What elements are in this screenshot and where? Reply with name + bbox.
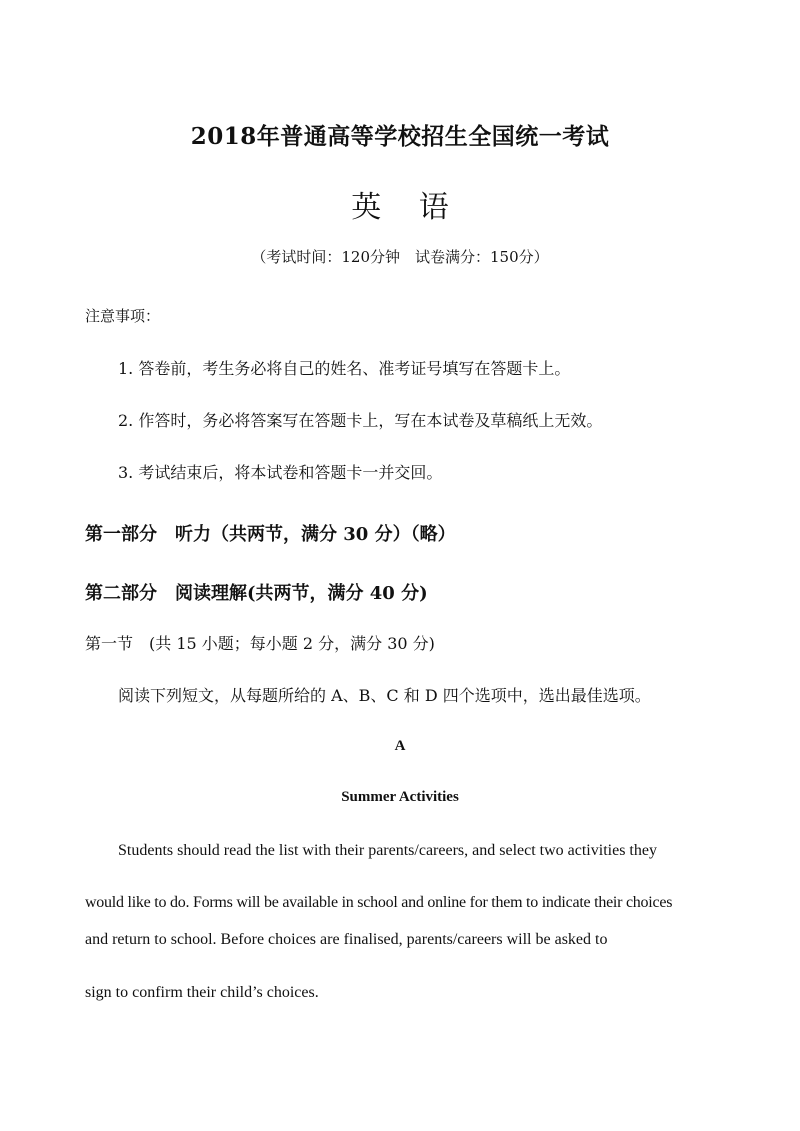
section-one-heading: 第一节 (共 15 小题；每小题 2 分，满分 30 分) [85, 634, 435, 653]
exam-title: 2018年普通高等学校招生全国统一考试 [190, 123, 610, 150]
notice-heading: 注意事项： [85, 307, 161, 325]
part-one-heading: 第一部分 听力（共两节，满分 30 分）（略） [85, 524, 456, 545]
exam-subject: 英 语 [351, 190, 463, 225]
passage-text-line: and return to school. Before choices are finalised, parents/careers will be asked to [85, 931, 608, 948]
exam-time-and-score: （考试时间：120分钟 试卷满分：150分） [251, 248, 549, 266]
passage-text-line: would like to do. Forms will be available in school and online for them to indicate their choices [85, 894, 673, 911]
notice-item: 2. 作答时，务必将答案写在答题卡上，写在本试卷及草稿纸上无效。 [118, 411, 603, 430]
passage-title: Summer Activities [341, 789, 459, 805]
passage-label: A [394, 738, 406, 754]
notice-item: 1. 答卷前，考生务必将自己的姓名、准考证号填写在答题卡上。 [118, 359, 571, 378]
passage-text-line: sign to confirm their child’s choices. [85, 984, 319, 1001]
notice-item: 3. 考试结束后，将本试卷和答题卡一并交回。 [118, 463, 443, 482]
reading-instruction: 阅读下列短文，从每题所给的 A、B、C 和 D 四个选项中，选出最佳选项。 [118, 686, 651, 705]
passage-text-line: Students should read the list with their parents/careers, and select two activities they [118, 842, 657, 859]
part-two-heading: 第二部分 阅读理解(共两节，满分 40 分) [85, 583, 428, 604]
